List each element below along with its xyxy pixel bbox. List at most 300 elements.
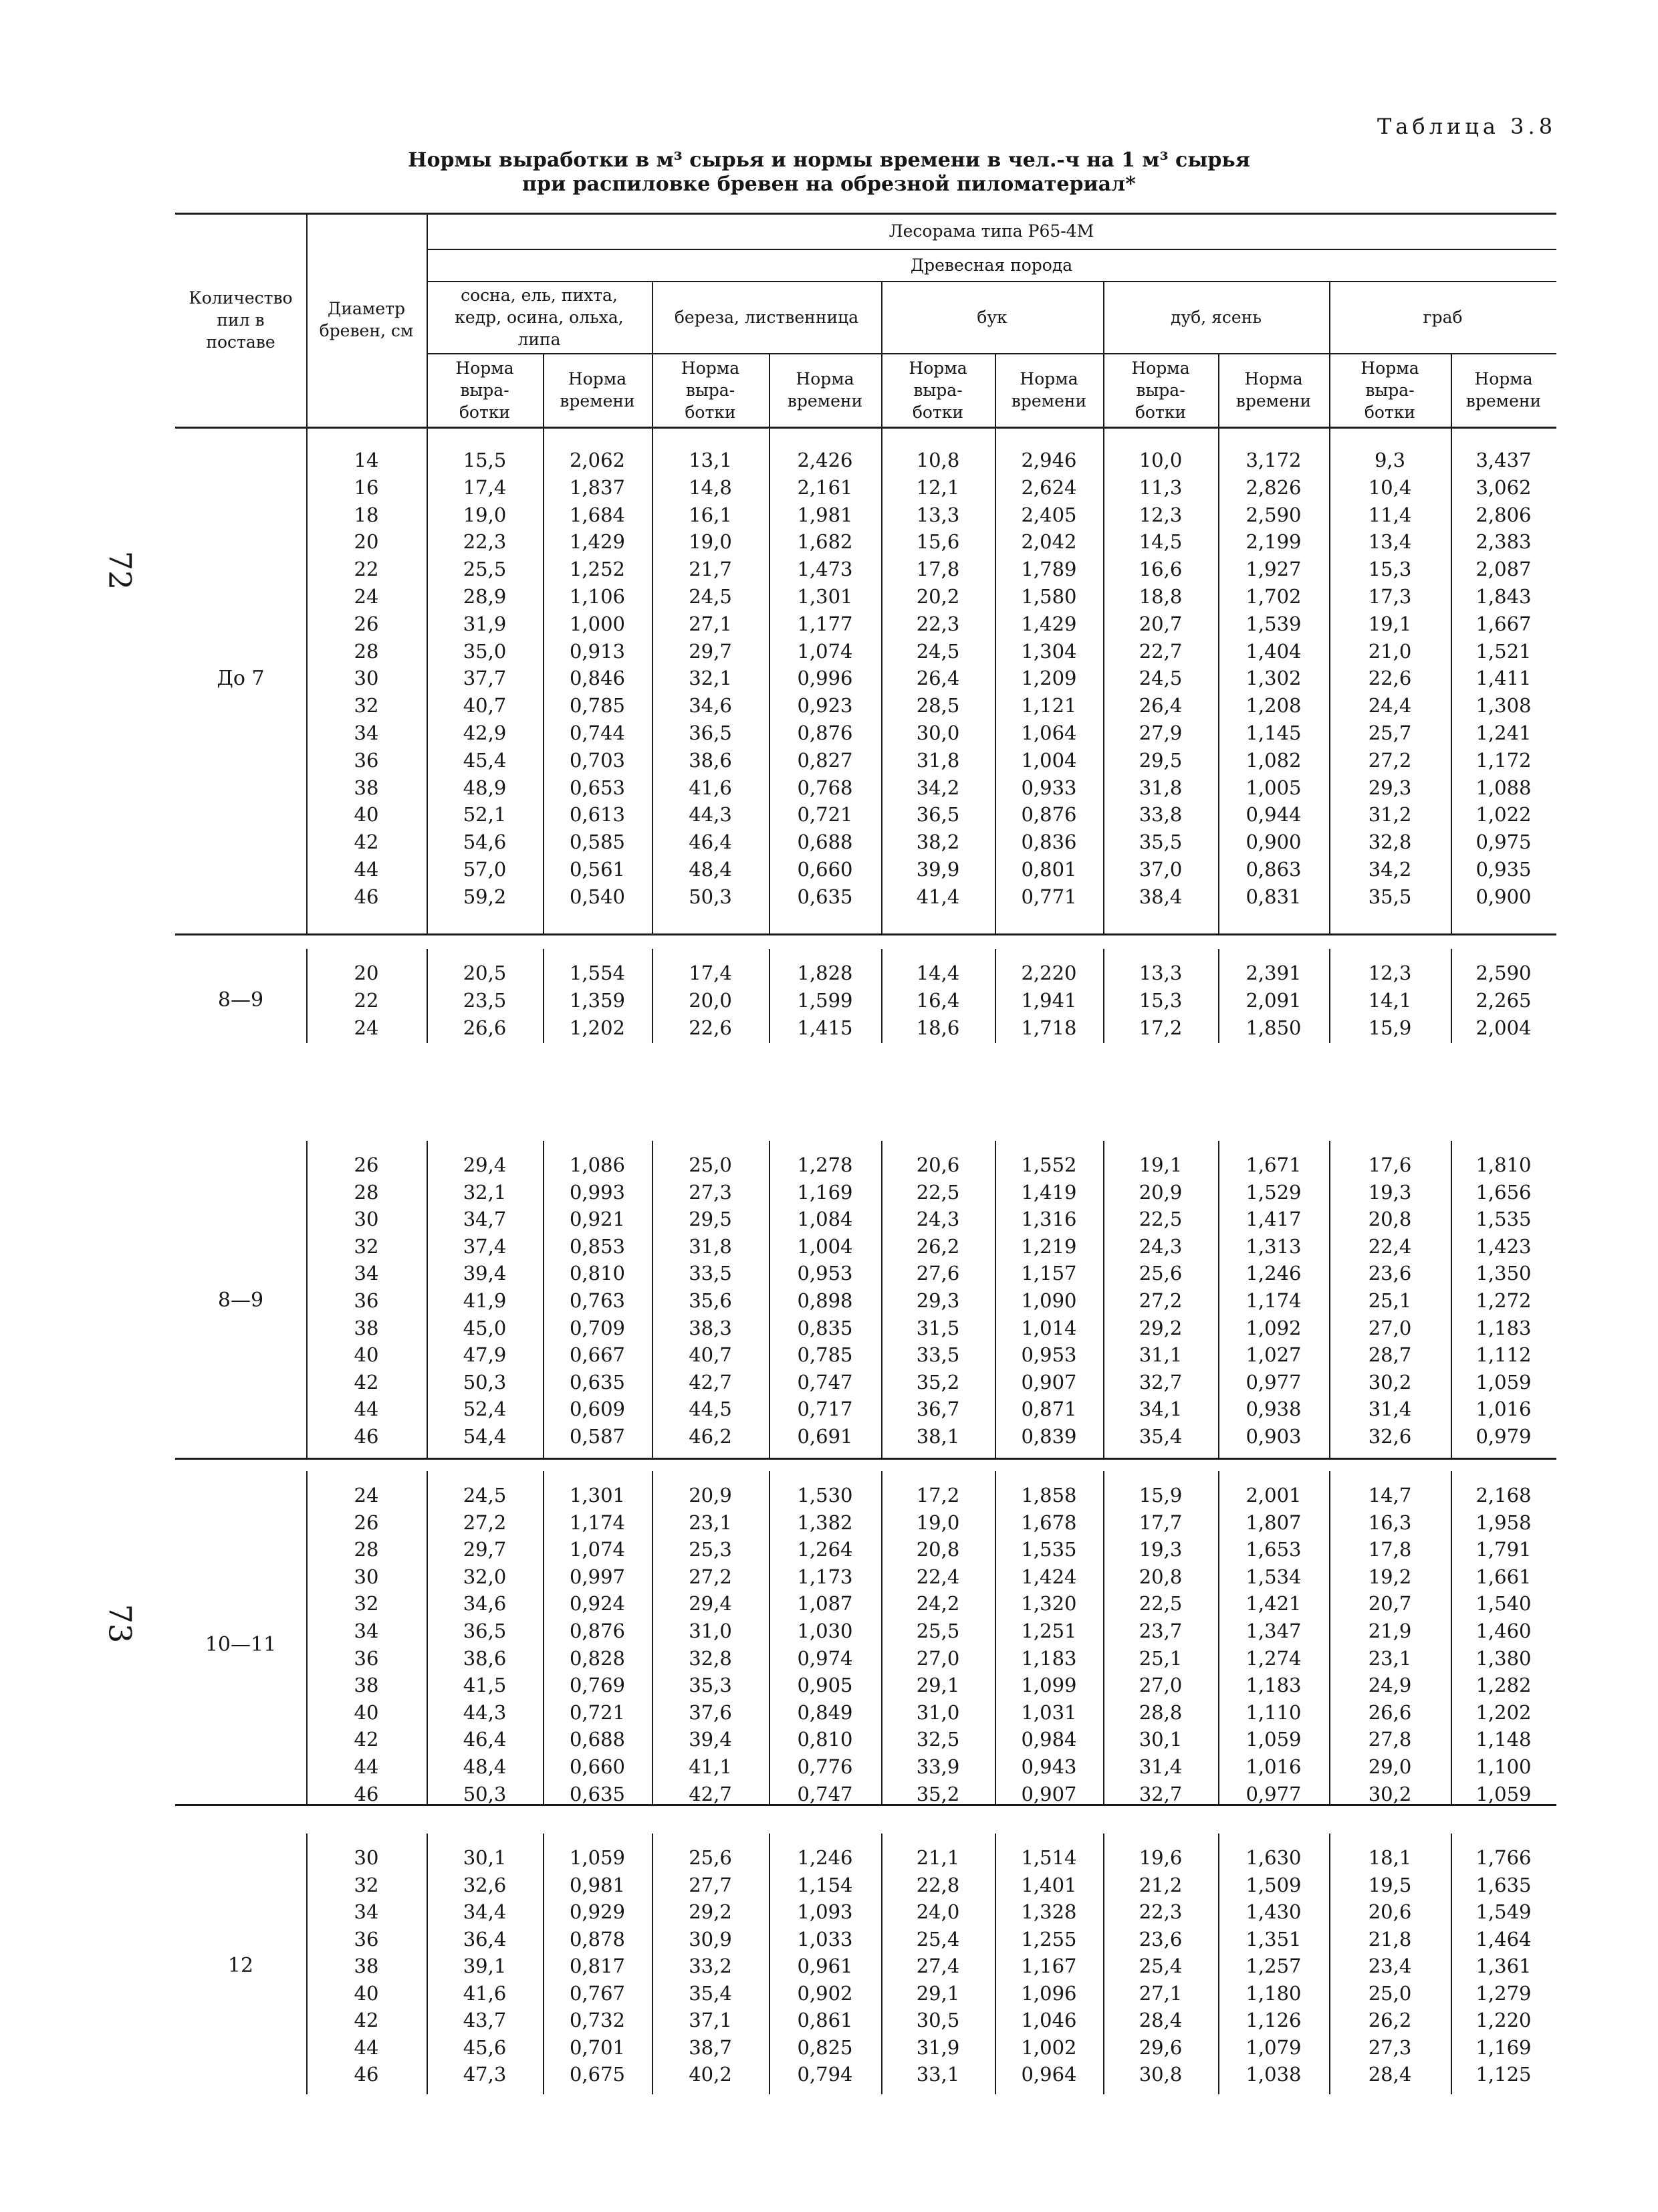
value-cell: 0,717 — [797, 1398, 853, 1421]
diameter-cell: 42 — [354, 831, 379, 854]
value-cell: 20,7 — [1139, 612, 1183, 635]
value-cell: 12,3 — [1139, 503, 1183, 526]
value-cell: 28,9 — [463, 585, 507, 608]
value-cell: 25,4 — [1139, 1955, 1183, 1977]
value-cell: 0,913 — [569, 639, 626, 663]
value-cell: 27,0 — [916, 1646, 960, 1670]
value-cell: 2,161 — [797, 475, 853, 499]
diameter-cell: 40 — [354, 1700, 379, 1724]
value-cell: 2,426 — [797, 449, 853, 471]
value-cell: 27,2 — [463, 1511, 507, 1534]
diameter-cell: 46 — [354, 2063, 379, 2086]
column-divider — [1329, 1471, 1330, 1804]
value-cell: 31,1 — [1139, 1343, 1183, 1367]
value-cell: 28,7 — [1368, 1343, 1412, 1367]
value-cell: 10,4 — [1368, 475, 1412, 499]
value-cell: 22,3 — [1139, 1900, 1183, 1923]
value-cell: 25,6 — [689, 1846, 732, 1869]
value-cell: 57,0 — [463, 858, 507, 881]
value-cell: 0,933 — [1021, 776, 1077, 799]
value-cell: 34,1 — [1139, 1398, 1183, 1421]
value-cell: 0,979 — [1475, 1425, 1532, 1448]
value-cell: 26,2 — [1368, 2009, 1412, 2031]
value-cell: 1,173 — [797, 1565, 853, 1588]
value-cell: 32,7 — [1139, 1370, 1183, 1394]
value-cell: 1,509 — [1246, 1873, 1302, 1896]
value-cell: 35,4 — [1139, 1425, 1183, 1448]
value-cell: 18,6 — [916, 1016, 960, 1039]
diameter-cell: 20 — [354, 962, 379, 984]
value-cell: 29,1 — [916, 1674, 960, 1697]
diameter-cell: 40 — [354, 1343, 379, 1367]
diameter-cell: 38 — [354, 776, 379, 799]
value-cell: 32,8 — [689, 1646, 732, 1670]
value-cell: 1,082 — [1246, 748, 1302, 772]
diameter-cell: 46 — [354, 1425, 379, 1448]
value-cell: 1,661 — [1475, 1565, 1532, 1588]
value-cell: 20,5 — [463, 962, 507, 984]
value-cell: 1,183 — [1021, 1646, 1077, 1670]
value-cell: 0,747 — [797, 1782, 853, 1805]
value-cell: 0,817 — [569, 1955, 626, 1977]
value-cell: 1,202 — [569, 1016, 626, 1039]
value-cell: 21,9 — [1368, 1620, 1412, 1642]
value-cell: 0,876 — [1021, 803, 1077, 826]
diameter-cell: 24 — [354, 1016, 379, 1039]
value-cell: 0,977 — [1246, 1782, 1302, 1805]
diameter-cell: 24 — [354, 585, 379, 608]
value-cell: 25,7 — [1368, 722, 1412, 744]
header-species-2: береза, лиственница — [674, 307, 859, 327]
value-cell: 25,1 — [1139, 1646, 1183, 1670]
value-cell: 27,1 — [1139, 1981, 1183, 2005]
value-cell: 22,6 — [1368, 667, 1412, 690]
value-cell: 35,0 — [463, 639, 507, 663]
value-cell: 1,460 — [1475, 1620, 1532, 1642]
value-cell: 1,183 — [1475, 1316, 1532, 1339]
value-cell: 3,172 — [1246, 449, 1302, 471]
value-cell: 1,549 — [1475, 1900, 1532, 1923]
value-cell: 34,6 — [463, 1592, 507, 1616]
value-cell: 38,3 — [689, 1316, 732, 1339]
value-cell: 1,535 — [1021, 1538, 1077, 1561]
value-cell: 1,246 — [1246, 1262, 1302, 1285]
value-cell: 45,6 — [463, 2035, 507, 2059]
diameter-cell: 38 — [354, 1316, 379, 1339]
column-divider — [1329, 1834, 1330, 2094]
value-cell: 29,7 — [689, 639, 732, 663]
value-cell: 37,7 — [463, 667, 507, 690]
diameter-cell: 46 — [354, 1782, 379, 1805]
header-wood-species: Древесная порода — [910, 255, 1073, 275]
value-cell: 0,903 — [1246, 1425, 1302, 1448]
value-cell: 1,252 — [569, 558, 626, 581]
value-cell: 1,843 — [1475, 585, 1532, 608]
column-divider — [1451, 1834, 1452, 2094]
group-rule — [175, 933, 1556, 935]
value-cell: 27,9 — [1139, 722, 1183, 744]
value-cell: 31,2 — [1368, 803, 1412, 826]
value-cell: 1,074 — [569, 1538, 626, 1561]
column-divider — [995, 1834, 996, 2094]
column-divider — [652, 1834, 653, 2094]
value-cell: 1,653 — [1246, 1538, 1302, 1561]
diameter-cell: 22 — [354, 988, 379, 1012]
value-cell: 0,585 — [569, 831, 626, 854]
header-norm-time: Норма времени — [1235, 369, 1312, 411]
diameter-cell: 30 — [354, 1565, 379, 1588]
value-cell: 0,660 — [797, 858, 853, 881]
value-cell: 19,0 — [689, 530, 732, 554]
value-cell: 31,9 — [463, 612, 507, 635]
value-cell: 32,7 — [1139, 1782, 1183, 1805]
header-diameter: Диаметр бревен, см — [319, 299, 414, 340]
value-cell: 1,079 — [1246, 2035, 1302, 2059]
value-cell: 1,766 — [1475, 1846, 1532, 1869]
diameter-cell: 36 — [354, 748, 379, 772]
value-cell: 1,421 — [1246, 1592, 1302, 1616]
column-divider — [543, 949, 544, 1043]
value-cell: 17,4 — [463, 475, 507, 499]
value-cell: 17,3 — [1368, 585, 1412, 608]
value-cell: 1,202 — [1475, 1700, 1532, 1724]
column-divider — [652, 427, 653, 933]
value-cell: 25,6 — [1139, 1262, 1183, 1285]
value-cell: 1,177 — [797, 612, 853, 635]
column-divider — [769, 427, 770, 933]
diameter-cell: 36 — [354, 1927, 379, 1951]
value-cell: 12,1 — [916, 475, 960, 499]
value-cell: 1,004 — [1021, 748, 1077, 772]
value-cell: 1,125 — [1475, 2063, 1532, 2086]
header-norm-output: Норма выра-ботки — [1360, 358, 1419, 422]
value-cell: 35,4 — [689, 1981, 732, 2005]
diameter-cell: 28 — [354, 639, 379, 663]
value-cell: 1,014 — [1021, 1316, 1077, 1339]
value-cell: 1,148 — [1475, 1728, 1532, 1751]
value-cell: 1,429 — [569, 530, 626, 554]
value-cell: 1,858 — [1021, 1484, 1077, 1507]
value-cell: 0,938 — [1246, 1398, 1302, 1421]
diameter-cell: 32 — [354, 1234, 379, 1258]
value-cell: 0,861 — [797, 2009, 853, 2031]
value-cell: 1,106 — [569, 585, 626, 608]
column-divider — [881, 949, 882, 1043]
value-cell: 1,169 — [797, 1180, 853, 1204]
value-cell: 1,828 — [797, 962, 853, 984]
value-cell: 1,183 — [1246, 1674, 1302, 1697]
value-cell: 13,4 — [1368, 530, 1412, 554]
value-cell: 24,3 — [916, 1208, 960, 1231]
value-cell: 1,554 — [569, 962, 626, 984]
value-cell: 32,5 — [916, 1728, 960, 1751]
value-cell: 1,807 — [1246, 1511, 1302, 1534]
value-cell: 27,6 — [916, 1262, 960, 1285]
value-cell: 1,534 — [1246, 1565, 1302, 1588]
diameter-cell: 42 — [354, 1728, 379, 1751]
value-cell: 1,417 — [1246, 1208, 1302, 1231]
value-cell: 1,328 — [1021, 1900, 1077, 1923]
value-cell: 54,6 — [463, 831, 507, 854]
column-divider — [1451, 427, 1452, 933]
value-cell: 1,599 — [797, 988, 853, 1012]
group-rule — [175, 1458, 1556, 1460]
value-cell: 0,900 — [1475, 885, 1532, 908]
value-cell: 29,3 — [1368, 776, 1412, 799]
value-cell: 1,301 — [569, 1484, 626, 1507]
column-divider — [1103, 1471, 1104, 1804]
value-cell: 31,0 — [916, 1700, 960, 1724]
value-cell: 30,2 — [1368, 1370, 1412, 1394]
value-cell: 1,302 — [1246, 667, 1302, 690]
column-divider — [995, 1471, 996, 1804]
value-cell: 0,721 — [797, 803, 853, 826]
value-cell: 36,4 — [463, 1927, 507, 1951]
column-divider — [881, 1834, 882, 2094]
column-divider — [427, 1141, 428, 1458]
value-cell: 29,2 — [1139, 1316, 1183, 1339]
value-cell: 41,4 — [916, 885, 960, 908]
header-species-1: сосна, ель, пихта, кедр, осина, ольха, липа — [455, 285, 624, 349]
value-cell: 1,027 — [1246, 1343, 1302, 1367]
value-cell: 26,4 — [916, 667, 960, 690]
diameter-cell: 36 — [354, 1646, 379, 1670]
value-cell: 24,2 — [916, 1592, 960, 1616]
value-cell: 24,5 — [463, 1484, 507, 1507]
value-cell: 23,5 — [463, 988, 507, 1012]
value-cell: 1,347 — [1246, 1620, 1302, 1642]
value-cell: 18,8 — [1139, 585, 1183, 608]
value-cell: 0,975 — [1475, 831, 1532, 854]
value-cell: 1,264 — [797, 1538, 853, 1561]
value-cell: 31,8 — [916, 748, 960, 772]
column-divider — [427, 1834, 428, 2094]
value-cell: 0,721 — [569, 1700, 626, 1724]
value-cell: 13,1 — [689, 449, 732, 471]
value-cell: 2,220 — [1021, 962, 1077, 984]
value-cell: 1,404 — [1246, 639, 1302, 663]
value-cell: 16,6 — [1139, 558, 1183, 581]
value-cell: 33,2 — [689, 1955, 732, 1977]
value-cell: 0,794 — [797, 2063, 853, 2086]
value-cell: 29,0 — [1368, 1755, 1412, 1778]
header-species-4: дуб, ясень — [1171, 307, 1262, 327]
value-cell: 16,3 — [1368, 1511, 1412, 1534]
column-divider — [543, 1834, 544, 2094]
value-cell: 1,810 — [1475, 1153, 1532, 1176]
diameter-cell: 40 — [354, 803, 379, 826]
value-cell: 21,7 — [689, 558, 732, 581]
value-cell: 1,521 — [1475, 639, 1532, 663]
value-cell: 2,091 — [1246, 988, 1302, 1012]
value-cell: 2,391 — [1246, 962, 1302, 984]
value-cell: 2,004 — [1475, 1016, 1532, 1039]
diameter-cell: 38 — [354, 1955, 379, 1977]
value-cell: 0,763 — [569, 1289, 626, 1312]
header-species-3: бук — [977, 307, 1008, 327]
value-cell: 22,8 — [916, 1873, 960, 1896]
diameter-cell: 44 — [354, 2035, 379, 2059]
value-cell: 2,199 — [1246, 530, 1302, 554]
value-cell: 22,7 — [1139, 639, 1183, 663]
value-cell: 3,062 — [1475, 475, 1532, 499]
value-cell: 39,4 — [689, 1728, 732, 1751]
value-cell: 38,4 — [1139, 885, 1183, 908]
value-cell: 1,380 — [1475, 1646, 1532, 1670]
value-cell: 1,112 — [1475, 1343, 1532, 1367]
column-divider — [881, 1471, 882, 1804]
value-cell: 1,174 — [569, 1511, 626, 1534]
value-cell: 0,587 — [569, 1425, 626, 1448]
value-cell: 48,4 — [463, 1755, 507, 1778]
value-cell: 26,6 — [1368, 1700, 1412, 1724]
value-cell: 46,4 — [463, 1728, 507, 1751]
value-cell: 44,5 — [689, 1398, 732, 1421]
value-cell: 1,671 — [1246, 1153, 1302, 1176]
table-title-line-2: при распиловке бревен на обрезной пиломатериал* — [522, 173, 1136, 196]
value-cell: 0,924 — [569, 1592, 626, 1616]
value-cell: 0,996 — [797, 667, 853, 690]
value-cell: 0,907 — [1021, 1370, 1077, 1394]
value-cell: 16,1 — [689, 503, 732, 526]
value-cell: 31,4 — [1139, 1755, 1183, 1778]
value-cell: 32,0 — [463, 1565, 507, 1588]
value-cell: 23,6 — [1139, 1927, 1183, 1951]
column-divider — [543, 427, 544, 933]
diameter-cell: 34 — [354, 1262, 379, 1285]
value-cell: 2,946 — [1021, 449, 1077, 471]
value-cell: 1,316 — [1021, 1208, 1077, 1231]
value-cell: 1,278 — [797, 1153, 853, 1176]
value-cell: 0,635 — [797, 885, 853, 908]
column-divider — [881, 1141, 882, 1458]
value-cell: 1,000 — [569, 612, 626, 635]
value-cell: 39,1 — [463, 1955, 507, 1977]
value-cell: 1,038 — [1246, 2063, 1302, 2086]
value-cell: 20,8 — [916, 1538, 960, 1561]
diameter-cell: 26 — [354, 1511, 379, 1534]
value-cell: 1,850 — [1246, 1016, 1302, 1039]
value-cell: 34,2 — [916, 776, 960, 799]
column-divider — [543, 1471, 544, 1804]
value-cell: 35,3 — [689, 1674, 732, 1697]
value-cell: 2,826 — [1246, 475, 1302, 499]
value-cell: 41,9 — [463, 1289, 507, 1312]
value-cell: 46,4 — [689, 831, 732, 854]
value-cell: 20,8 — [1368, 1208, 1412, 1231]
value-cell: 1,157 — [1021, 1262, 1077, 1285]
value-cell: 28,4 — [1139, 2009, 1183, 2031]
value-cell: 1,718 — [1021, 1016, 1077, 1039]
diameter-cell: 44 — [354, 858, 379, 881]
value-cell: 1,535 — [1475, 1208, 1532, 1231]
value-cell: 1,084 — [797, 1208, 853, 1231]
value-cell: 0,747 — [797, 1370, 853, 1394]
value-cell: 19,1 — [1368, 612, 1412, 635]
value-cell: 35,2 — [916, 1782, 960, 1805]
value-cell: 22,3 — [463, 530, 507, 554]
value-cell: 0,984 — [1021, 1728, 1077, 1751]
value-cell: 0,771 — [1021, 885, 1077, 908]
value-cell: 1,382 — [797, 1511, 853, 1534]
value-cell: 0,900 — [1246, 831, 1302, 854]
value-cell: 3,437 — [1475, 449, 1532, 471]
value-cell: 25,3 — [689, 1538, 732, 1561]
value-cell: 44,3 — [463, 1700, 507, 1724]
header-norm-output: Норма выра-ботки — [681, 358, 740, 422]
value-cell: 0,953 — [797, 1262, 853, 1285]
value-cell: 23,1 — [1368, 1646, 1412, 1670]
value-cell: 1,514 — [1021, 1846, 1077, 1869]
value-cell: 28,4 — [1368, 2063, 1412, 2086]
value-cell: 2,590 — [1475, 962, 1532, 984]
value-cell: 33,5 — [689, 1262, 732, 1285]
value-cell: 1,401 — [1021, 1873, 1077, 1896]
group-label: 8—9 — [217, 1289, 264, 1313]
value-cell: 22,3 — [916, 612, 960, 635]
value-cell: 25,5 — [463, 558, 507, 581]
value-cell: 0,768 — [797, 776, 853, 799]
value-cell: 1,580 — [1021, 585, 1077, 608]
column-divider — [1218, 427, 1219, 933]
value-cell: 36,5 — [463, 1620, 507, 1642]
diameter-cell: 36 — [354, 1289, 379, 1312]
value-cell: 24,3 — [1139, 1234, 1183, 1258]
value-cell: 27,3 — [1368, 2035, 1412, 2059]
value-cell: 42,7 — [689, 1370, 732, 1394]
value-cell: 32,6 — [463, 1873, 507, 1896]
value-cell: 1,423 — [1475, 1234, 1532, 1258]
value-cell: 30,0 — [916, 722, 960, 744]
value-cell: 1,667 — [1475, 612, 1532, 635]
value-cell: 19,3 — [1368, 1180, 1412, 1204]
value-cell: 17,2 — [1139, 1016, 1183, 1039]
value-cell: 1,219 — [1021, 1234, 1077, 1258]
value-cell: 1,251 — [1021, 1620, 1077, 1642]
value-cell: 41,6 — [689, 776, 732, 799]
diameter-cell: 44 — [354, 1755, 379, 1778]
diameter-cell: 14 — [354, 449, 379, 471]
value-cell: 0,776 — [797, 1755, 853, 1778]
value-cell: 30,1 — [463, 1846, 507, 1869]
value-cell: 45,0 — [463, 1316, 507, 1339]
value-cell: 54,4 — [463, 1425, 507, 1448]
diameter-cell: 32 — [354, 694, 379, 717]
value-cell: 2,590 — [1246, 503, 1302, 526]
value-cell: 0,767 — [569, 1981, 626, 2005]
value-cell: 1,087 — [797, 1592, 853, 1616]
value-cell: 1,121 — [1021, 694, 1077, 717]
column-divider — [1218, 949, 1219, 1043]
value-cell: 43,7 — [463, 2009, 507, 2031]
value-cell: 0,953 — [1021, 1343, 1077, 1367]
value-cell: 24,4 — [1368, 694, 1412, 717]
value-cell: 1,059 — [569, 1846, 626, 1869]
value-cell: 24,0 — [916, 1900, 960, 1923]
value-cell: 42,7 — [689, 1782, 732, 1805]
value-cell: 1,530 — [797, 1484, 853, 1507]
value-cell: 36,5 — [916, 803, 960, 826]
value-cell: 50,3 — [689, 885, 732, 908]
value-cell: 24,5 — [916, 639, 960, 663]
value-cell: 1,030 — [797, 1620, 853, 1642]
value-cell: 32,6 — [1368, 1425, 1412, 1448]
diameter-cell: 30 — [354, 1208, 379, 1231]
diameter-cell: 24 — [354, 1484, 379, 1507]
column-divider — [652, 949, 653, 1043]
diameter-cell: 20 — [354, 530, 379, 554]
value-cell: 21,2 — [1139, 1873, 1183, 1896]
